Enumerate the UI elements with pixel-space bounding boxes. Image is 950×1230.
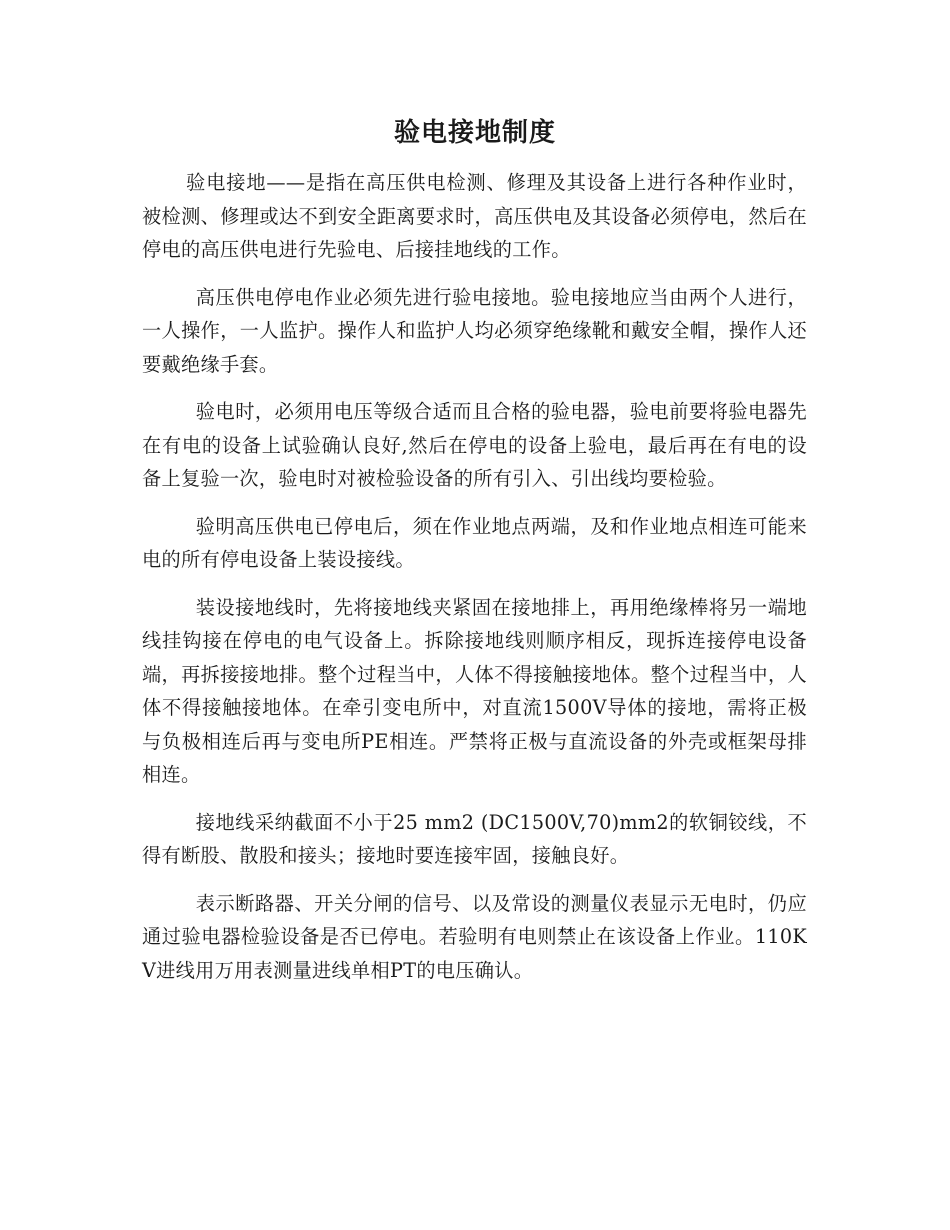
document-body <box>142 166 807 1001</box>
paragraph-definition: 验电接地——是指在高压供电检测、修理及其设备上进行各种作业时，被检测、修理或达不到安全距离要求时，高压供电及其设备必须停电，然后在停电的高压供电进行先验电、后接挂地线的工作。 <box>142 171 807 261</box>
paragraph-operation-requirements: 高压供电停电作业必须先进行验电接地。验电接地应当由两个人进行，一人操作，一人监护。操作人和监护人均必须穿绝缘靴和戴安全帽，操作人还要戴绝缘手套。 <box>142 285 807 376</box>
paragraph-grounding-location: 验明高压供电已停电后，须在作业地点两端，及和作业地点相连可能来电的所有停电设备上装设接线。 <box>142 514 807 571</box>
document-title: 验电接地制度 <box>393 118 556 148</box>
paragraph-voltage-testing: 验电时，必须用电压等级合适而且合格的验电器，验电前要将验电器先在有电的设备上试验确认良好,然后在停电的设备上验电，最后再在有电的设备上复验一次，验电时对被检验设备的所有引入、引出线均要检验。 <box>142 400 807 490</box>
paragraph-indicator-check: 表示断路器、开关分闸的信号、以及常设的测量仪表显示无电时，仍应通过验电器检验设备是否已停电。若验明有电则禁止在该设备上作业。110KV进线用万用表测量进线单相PT的电压确认。 <box>142 891 807 982</box>
paragraph-installing-ground-wire: 装设接地线时，先将接地线夹紧固在接地排上，再用绝缘棒将另一端地线挂钩接在停电的电气设备上。拆除接地线则顺序相反，现拆连接停电设备端，再拆接接地排。整个过程当中，人体不得接触接地体。整个过程当中，人体不得接触接地体。在牵引变电所中，对直流1500V导体的接地，需将正极与负极相连后再与变电所PE相连。严禁将正极与直流设备的外壳或框架母排相连。 <box>142 595 807 786</box>
paragraph-ground-wire-spec: 接地线采纳截面不小于25 mm2 (DC1500V,70)mm2的软铜铰线，不得有断股、散股和接头；接地时要连接牢固，接触良好。 <box>142 810 807 867</box>
